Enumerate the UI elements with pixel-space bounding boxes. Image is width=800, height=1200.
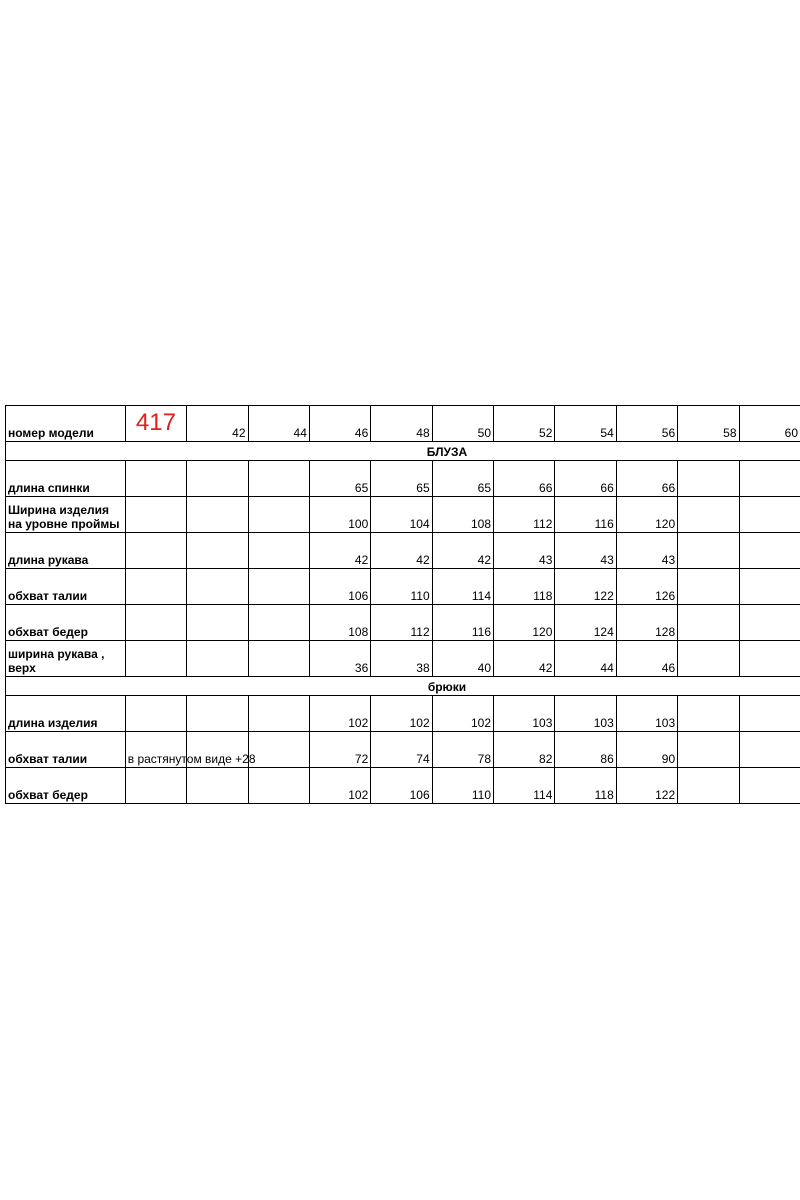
measurement-value: 38 xyxy=(371,641,432,677)
measurement-value xyxy=(248,641,309,677)
measurement-note xyxy=(125,461,186,497)
measurement-value xyxy=(678,605,739,641)
measurement-value xyxy=(678,732,739,768)
measurement-value: 42 xyxy=(309,533,370,569)
measurement-row xyxy=(6,605,800,641)
measurement-value xyxy=(678,696,739,732)
measurement-value xyxy=(187,768,248,804)
measurement-value: 112 xyxy=(371,605,432,641)
measurement-value xyxy=(739,569,800,605)
measurement-label: обхват талии xyxy=(6,732,126,768)
measurement-value: 65 xyxy=(309,461,370,497)
measurement-note xyxy=(125,696,186,732)
size-header-cell: 60 xyxy=(739,406,800,442)
measurement-value xyxy=(187,605,248,641)
measurement-value: 112 xyxy=(494,497,555,533)
measurement-value: 42 xyxy=(494,641,555,677)
size-header-cell: 48 xyxy=(371,406,432,442)
measurement-value: 110 xyxy=(371,569,432,605)
measurement-label: ширина рукава , верх xyxy=(6,641,126,677)
measurement-row xyxy=(6,461,800,497)
model-number: 417 xyxy=(125,406,186,442)
measurement-value: 114 xyxy=(432,569,493,605)
measurement-value xyxy=(678,461,739,497)
measurement-value: 42 xyxy=(432,533,493,569)
measurement-value: 124 xyxy=(555,605,616,641)
measurement-value: 106 xyxy=(371,768,432,804)
measurement-value xyxy=(739,461,800,497)
section-title: брюки xyxy=(6,677,800,696)
measurement-value: 72 xyxy=(309,732,370,768)
measurement-value: 86 xyxy=(555,732,616,768)
measurement-value xyxy=(739,497,800,533)
measurement-value: 106 xyxy=(309,569,370,605)
measurement-label: обхват бедер xyxy=(6,605,126,641)
measurement-value: 118 xyxy=(494,569,555,605)
measurement-value xyxy=(248,732,309,768)
measurement-value xyxy=(678,497,739,533)
measurement-row xyxy=(6,497,800,533)
size-header-cell: 54 xyxy=(555,406,616,442)
measurement-value xyxy=(187,533,248,569)
measurement-value: 103 xyxy=(616,696,677,732)
measurement-value: 100 xyxy=(309,497,370,533)
measurement-value xyxy=(187,497,248,533)
measurement-value: 114 xyxy=(494,768,555,804)
measurement-label: обхват бедер xyxy=(6,768,126,804)
measurement-value: 36 xyxy=(309,641,370,677)
measurement-value xyxy=(248,768,309,804)
measurement-value xyxy=(739,641,800,677)
measurement-value: 66 xyxy=(494,461,555,497)
measurement-value: 118 xyxy=(555,768,616,804)
measurement-value: 122 xyxy=(616,768,677,804)
measurement-value: 43 xyxy=(616,533,677,569)
measurement-value: 116 xyxy=(555,497,616,533)
measurement-value: 104 xyxy=(371,497,432,533)
measurement-note xyxy=(125,497,186,533)
size-header-cell: 44 xyxy=(248,406,309,442)
section-header-row xyxy=(6,677,800,696)
measurement-value: 66 xyxy=(555,461,616,497)
measurement-value: 103 xyxy=(494,696,555,732)
measurement-value xyxy=(187,641,248,677)
measurement-value: 103 xyxy=(555,696,616,732)
measurement-value: 102 xyxy=(371,696,432,732)
section-header-row xyxy=(6,442,800,461)
measurement-value: 43 xyxy=(494,533,555,569)
size-header-cell: 50 xyxy=(432,406,493,442)
measurement-value xyxy=(248,533,309,569)
measurement-value xyxy=(739,696,800,732)
measurement-value xyxy=(248,696,309,732)
measurement-value xyxy=(187,696,248,732)
measurement-value xyxy=(678,641,739,677)
size-header-cell: 52 xyxy=(494,406,555,442)
measurement-value: 42 xyxy=(371,533,432,569)
measurement-value: 116 xyxy=(432,605,493,641)
measurement-note xyxy=(125,569,186,605)
measurement-note: в растянутом виде +28 xyxy=(125,732,186,768)
measurement-value xyxy=(248,497,309,533)
size-chart-table xyxy=(5,405,800,804)
measurement-value: 126 xyxy=(616,569,677,605)
measurement-value: 65 xyxy=(432,461,493,497)
measurement-value: 108 xyxy=(309,605,370,641)
measurement-value: 102 xyxy=(309,696,370,732)
measurement-value xyxy=(678,569,739,605)
measurement-value: 110 xyxy=(432,768,493,804)
measurement-label: обхват талии xyxy=(6,569,126,605)
measurement-label: длина изделия xyxy=(6,696,126,732)
measurement-value: 120 xyxy=(616,497,677,533)
measurement-value: 128 xyxy=(616,605,677,641)
measurement-note xyxy=(125,641,186,677)
measurement-note xyxy=(125,768,186,804)
model-label: номер модели xyxy=(6,406,126,442)
measurement-note xyxy=(125,605,186,641)
measurement-label: длина рукава xyxy=(6,533,126,569)
measurement-value xyxy=(187,461,248,497)
measurement-value: 90 xyxy=(616,732,677,768)
measurement-label: Ширина изделия на уровне проймы xyxy=(6,497,126,533)
measurement-row xyxy=(6,569,800,605)
measurement-value: 43 xyxy=(555,533,616,569)
measurement-value xyxy=(248,569,309,605)
size-header-cell: 56 xyxy=(616,406,677,442)
size-chart-body xyxy=(6,406,800,804)
measurement-label: длина спинки xyxy=(6,461,126,497)
measurement-value xyxy=(739,533,800,569)
measurement-value xyxy=(739,768,800,804)
section-title: БЛУЗА xyxy=(6,442,800,461)
measurement-row xyxy=(6,641,800,677)
measurement-value xyxy=(678,533,739,569)
measurement-value xyxy=(739,605,800,641)
measurement-value: 78 xyxy=(432,732,493,768)
measurement-value: 102 xyxy=(432,696,493,732)
measurement-value: 108 xyxy=(432,497,493,533)
measurement-row xyxy=(6,732,800,768)
measurement-value xyxy=(248,605,309,641)
measurement-value xyxy=(248,461,309,497)
size-header-cell: 46 xyxy=(309,406,370,442)
measurement-value: 122 xyxy=(555,569,616,605)
size-header-cell: 42 xyxy=(187,406,248,442)
measurement-value: 120 xyxy=(494,605,555,641)
measurement-value xyxy=(187,569,248,605)
measurement-value xyxy=(678,768,739,804)
measurement-row xyxy=(6,696,800,732)
measurement-value: 66 xyxy=(616,461,677,497)
measurement-value xyxy=(739,732,800,768)
measurement-row xyxy=(6,768,800,804)
measurement-note xyxy=(125,533,186,569)
measurement-value: 46 xyxy=(616,641,677,677)
measurement-value: 40 xyxy=(432,641,493,677)
header-row xyxy=(6,406,800,442)
measurement-value: 65 xyxy=(371,461,432,497)
size-header-cell: 58 xyxy=(678,406,739,442)
measurement-value: 44 xyxy=(555,641,616,677)
measurement-value: 82 xyxy=(494,732,555,768)
measurement-value: 102 xyxy=(309,768,370,804)
measurement-value: 74 xyxy=(371,732,432,768)
measurement-row xyxy=(6,533,800,569)
